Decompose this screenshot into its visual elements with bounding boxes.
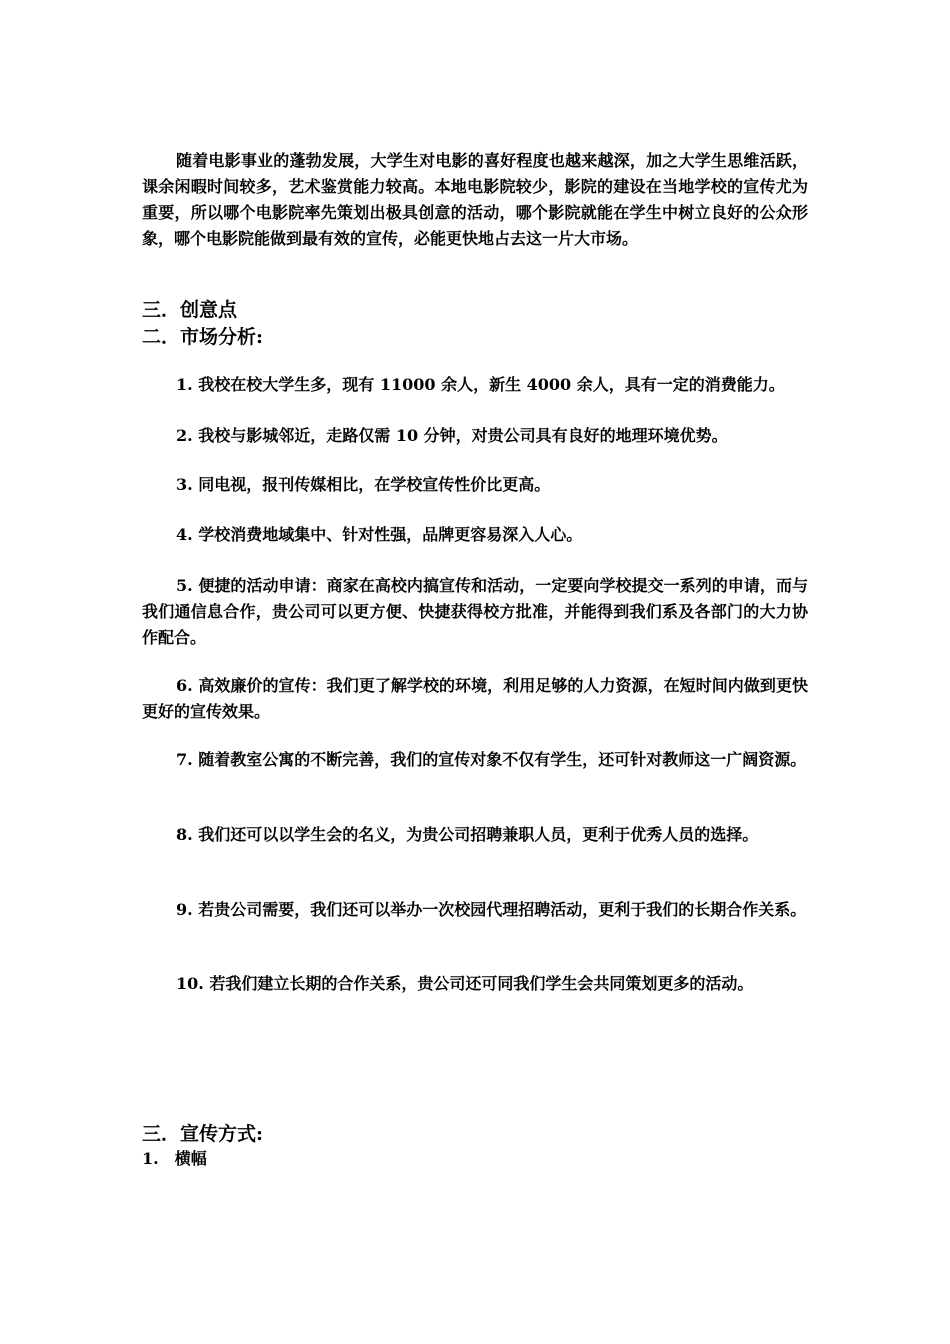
market-item-3: 3. 同电视，报刊传媒相比，在学校宣传性价比更高。 [176, 475, 551, 494]
market-item-5: 5. 便捷的活动申请：商家在高校内搞宣传和活动，一定要向学校提交一系列的申请，而与我们通信息合作，贵公司可以更方便、快捷获得校方批准，并能得到我们系及各部门的大力协作配合。 [142, 576, 808, 647]
market-item-6: 6. 高效廉价的宣传：我们更了解学校的环境，利用足够的人力资源，在短时间内做到更快更好的宣传效果。 [142, 676, 808, 721]
section-heading-promotion-method: 三．宣传方式: [142, 1123, 264, 1145]
market-item-7: 7. 随着教室公寓的不断完善，我们的宣传对象不仅有学生，还可针对教师这一广阔资源。 [176, 750, 807, 769]
market-item-4: 4. 学校消费地域集中、针对性强，品牌更容易深入人心。 [176, 525, 583, 544]
market-item-8: 8. 我们还可以以学生会的名义，为贵公司招聘兼职人员，更利于优秀人员的选择。 [176, 825, 759, 844]
section-heading-market-analysis: 二．市场分析: [142, 326, 264, 348]
section-heading-creative-point: 三．创意点 [142, 299, 238, 321]
market-item-10: 10. 若我们建立长期的合作关系，贵公司还可同我们学生会共同策划更多的活动。 [176, 974, 754, 993]
market-item-9: 9. 若贵公司需要，我们还可以举办一次校园代理招聘活动，更利于我们的长期合作关系。 [176, 900, 807, 919]
market-item-1: 1. 我校在校大学生多，现有 11000 余人，新生 4000 余人，具有一定的消费能力。 [176, 375, 785, 394]
promotion-item-1: 1. 横幅 [142, 1149, 207, 1168]
intro-paragraph: 随着电影事业的蓬勃发展，大学生对电影的喜好程度也越来越深，加之大学生思维活跃，课余闲暇时间较多，艺术鉴赏能力较高。本地电影院较少，影院的建设在当地学校的宣传尤为重要，所以哪个电影院率先策划出极具创意的活动，哪个影院就能在学生中树立良好的公众形象，哪个电影院能做到最有效的宣传，必能更快地占去这一片大市场。 [142, 151, 808, 248]
market-item-2: 2. 我校与影城邻近，走路仅需 10 分钟，对贵公司具有良好的地理环境优势。 [176, 426, 728, 445]
